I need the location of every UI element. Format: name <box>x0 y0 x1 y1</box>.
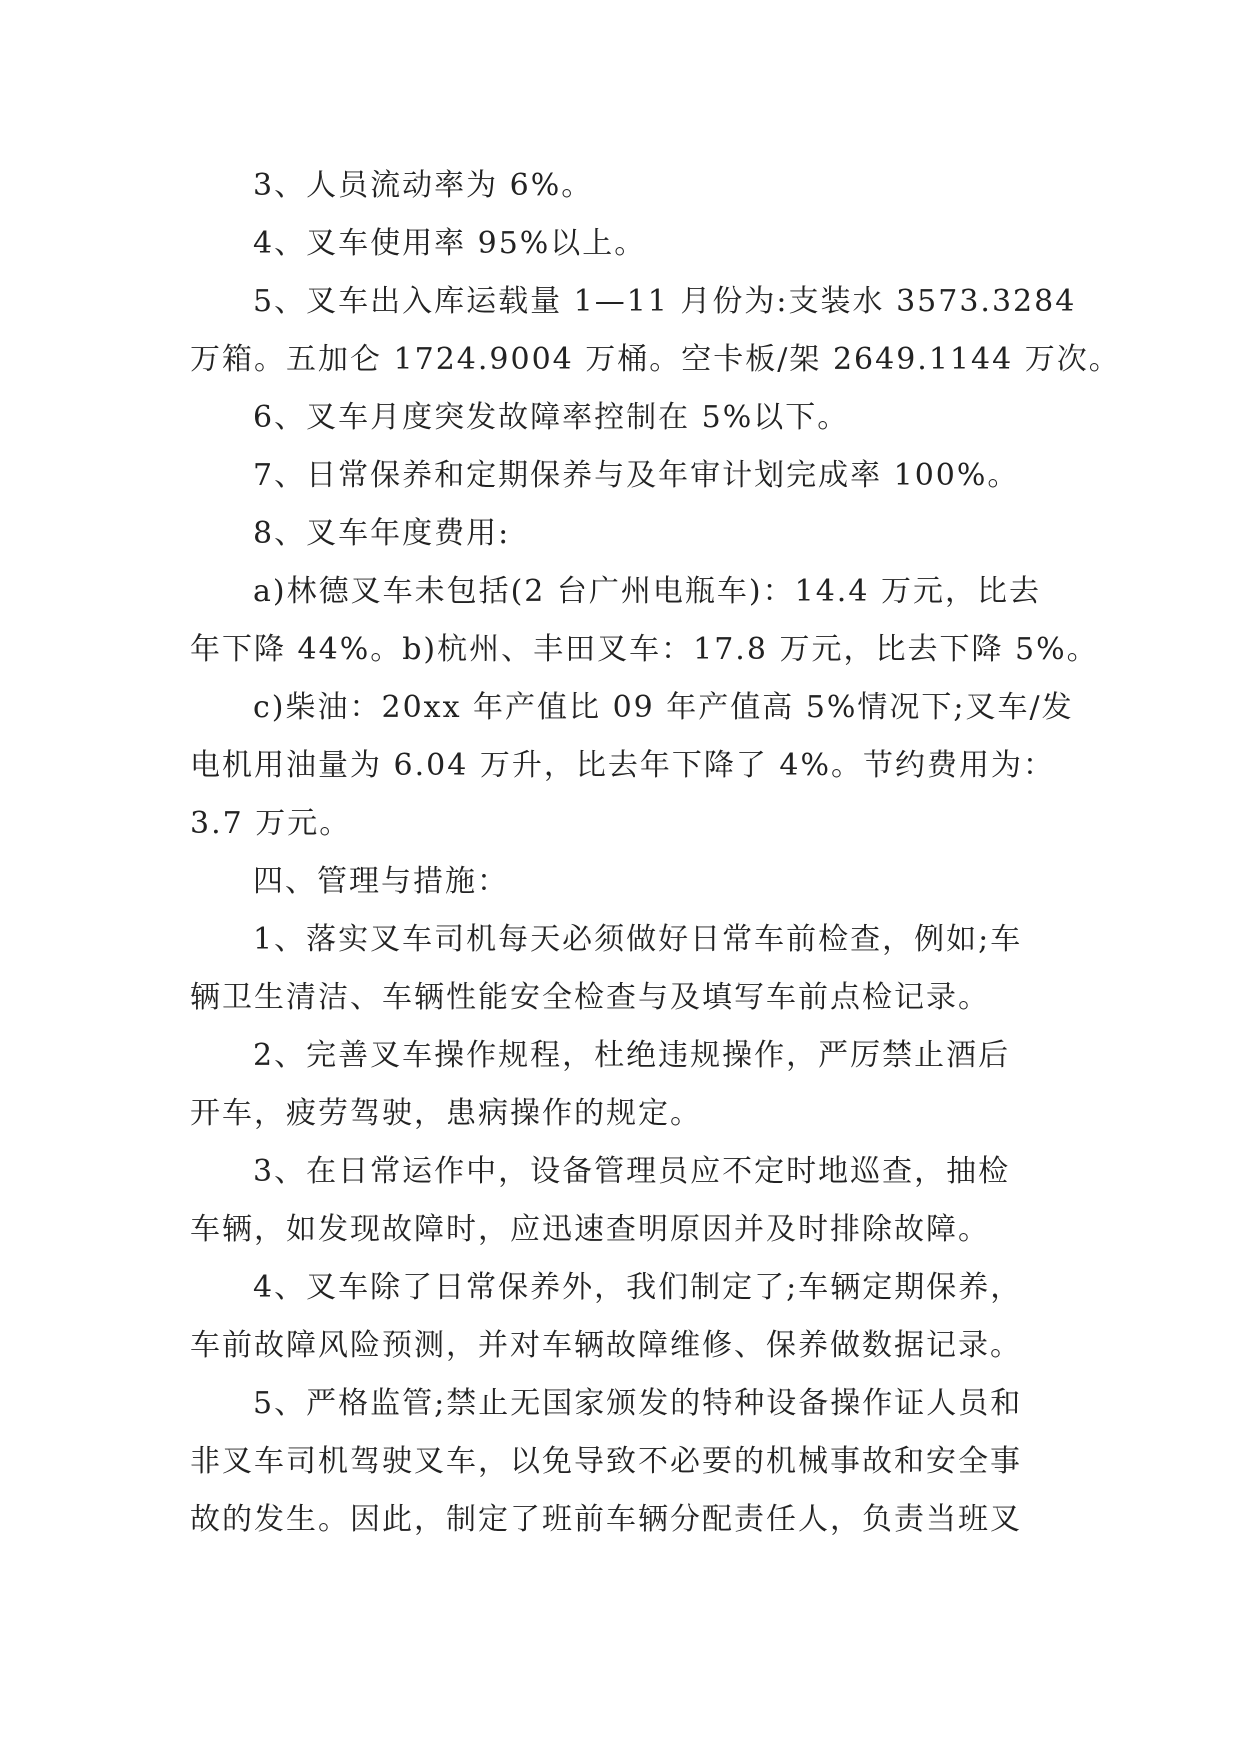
section-heading: 四、管理与措施： <box>253 864 509 899</box>
text-line: 5、严格监管;禁止无国家颁发的特种设备操作证人员和 <box>253 1386 1023 1421</box>
text-line: 4、叉车除了日常保养外，我们制定了;车辆定期保养， <box>253 1270 1023 1305</box>
body-text <box>190 157 1121 1549</box>
text-line: 故的发生。因此，制定了班前车辆分配责任人，负责当班叉 <box>190 1502 1022 1537</box>
text-line: 万箱。五加仑 1724.9004 万桶。空卡板/架 2649.1144 万次。 <box>190 342 1121 377</box>
text-line: 辆卫生清洁、车辆性能安全检查与及填写车前点检记录。 <box>190 980 990 1015</box>
text-line: 5、叉车出入库运载量 1—11 月份为:支装水 3573.3284 <box>253 284 1077 319</box>
text-line: 8、叉车年度费用: <box>253 516 511 551</box>
text-line: 6、叉车月度突发故障率控制在 5%以下。 <box>253 400 850 435</box>
text-line: 2、完善叉车操作规程，杜绝违规操作，严厉禁止酒后 <box>253 1038 1011 1073</box>
text-line: 3、人员流动率为 6%。 <box>253 168 594 203</box>
text-line: 7、日常保养和定期保养与及年审计划完成率 100%。 <box>253 458 1020 493</box>
text-line: 4、叉车使用率 95%以上。 <box>253 226 647 261</box>
text-line: 车辆，如发现故障时，应迅速查明原因并及时排除故障。 <box>190 1212 990 1247</box>
text-line: a)林德叉车未包括(2 台广州电瓶车)：14.4 万元，比去 <box>253 574 1041 609</box>
text-line: 3、在日常运作中，设备管理员应不定时地巡查，抽检 <box>253 1154 1011 1189</box>
text-line: 3.7 万元。 <box>190 806 352 841</box>
text-line: 1、落实叉车司机每天必须做好日常车前检查，例如;车 <box>253 922 1023 957</box>
text-line: 非叉车司机驾驶叉车，以免导致不必要的机械事故和安全事 <box>190 1444 1022 1479</box>
text-line: c)柴油：20xx 年产值比 09 年产值高 5%情况下;叉车/发 <box>253 690 1074 725</box>
text-line: 开车，疲劳驾驶，患病操作的规定。 <box>190 1096 702 1131</box>
text-line: 电机用油量为 6.04 万升，比去年下降了 4%。节约费用为： <box>190 748 1055 783</box>
text-line: 年下降 44%。b)杭州、丰田叉车：17.8 万元，比去下降 5%。 <box>190 632 1099 667</box>
text-line: 车前故障风险预测，并对车辆故障维修、保养做数据记录。 <box>190 1328 1022 1363</box>
